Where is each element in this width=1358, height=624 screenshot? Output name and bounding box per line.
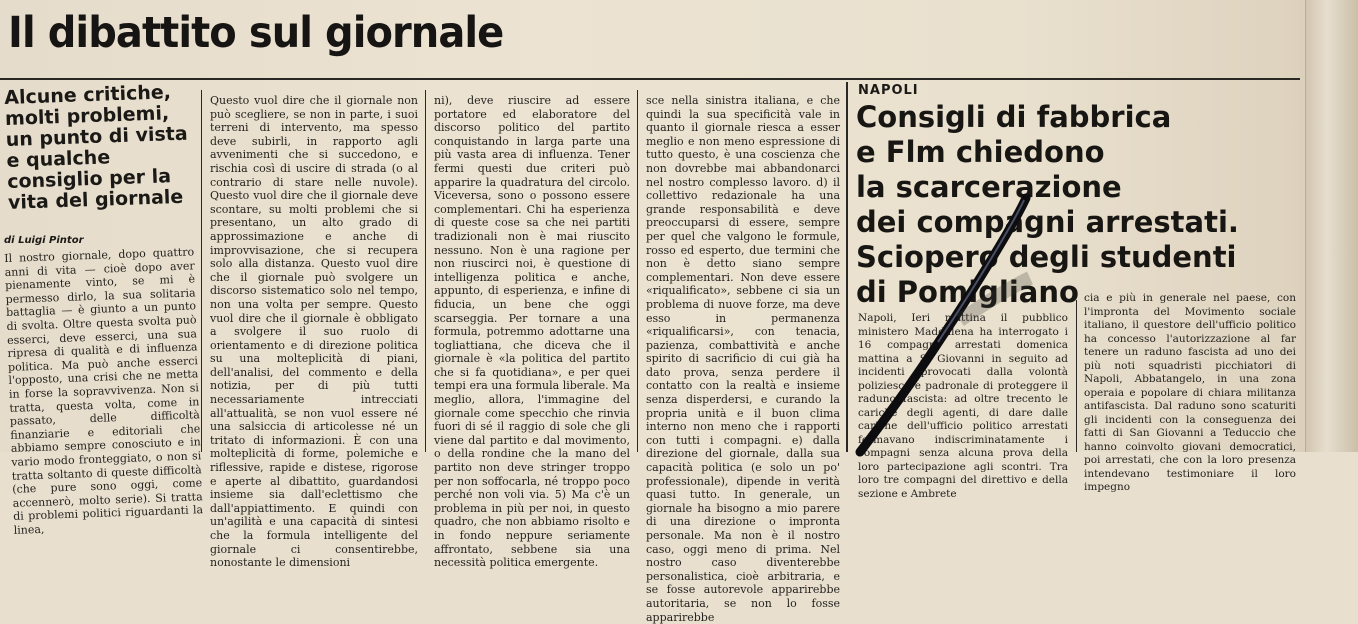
dateline-kicker: NAPOLI bbox=[858, 83, 919, 98]
main-headline: Il dibattito sul giornale bbox=[8, 8, 504, 58]
subhead-line: vita del giornale bbox=[7, 185, 184, 214]
next-page-edge bbox=[1305, 0, 1358, 452]
headline-rule bbox=[0, 78, 1300, 80]
eyeglasses-arm-icon bbox=[840, 190, 1060, 452]
byline: di Luigi Pintor bbox=[4, 235, 84, 246]
column-rule bbox=[201, 90, 202, 452]
headline-line: la scarcerazione bbox=[856, 170, 1122, 204]
headline-line: Consigli di fabbrica bbox=[856, 100, 1172, 134]
headline-line: di Pomigliano bbox=[856, 275, 1079, 309]
headline-line: e Flm chiedono bbox=[856, 135, 1105, 169]
article-paragraph: ni), deve riuscire ad essere portatore ed elaboratore del discorso politico del partito conquistando in larga parte una più vasta area di influenza. Tener fermi questi due criteri può apparire la quadratura del circolo. Viceversa, sono o possono essere complementari. Chi ha esperienza di queste cose sa che nei partiti tradizionali non è mai riuscito nessuno. Non è una ragione per non riuscirci noi, è questione di intelligenza politica e anche, appunto, di esperienza, e infine di fiducia, un bene che oggi scarseggia. Per tornare a una formula, potremmo adottarne una togliattiana, che diceva che il giornale è «la politica del partito che si fa quotidiana», e per quei tempi era una formula liberale. Ma meglio, allora, l'immagine del giornale come specchio che rinvia fuori di sé il raggio di sole che gli viene dal partito e dal movimento, o della rondine che la mano del partito non deve stringer troppo per non soffocarla, né troppo poco perché non voli via. 5) Ma c'è un problema in più per noi, in questo quadro, che non abbiamo risolto e in fondo neppure seriamente affrontato, sebbene sia una necessità politica emergente. bbox=[434, 94, 630, 570]
article-body-column bbox=[210, 94, 418, 570]
headline-line: dei compagni arrestati. bbox=[856, 205, 1239, 239]
article-body-column bbox=[1084, 292, 1296, 493]
article-body-column bbox=[646, 94, 840, 624]
subhead-line: consiglio per la bbox=[6, 165, 172, 193]
column-rule bbox=[425, 90, 426, 452]
headline-line: Sciopero degli studenti bbox=[856, 240, 1237, 274]
article-paragraph: Questo vuol dire che il giornale non può scegliere, se non in parte, i suoi terreni di intervento, ma spesso deve subirli, in rapporto agli avvenimenti che si succedono, e rischia così di uscire di strada (o al contrario di stare nelle nuvole). Questo vuol dire che il giornale deve scontare, su molti problemi che si presentano, un alto grado di approssimazione e anche di improvvisazione, che si recupera solo alla distanza. Questo vuol dire che il giornale può svolgere un discorso sistematico solo nel tempo, non una volta per sempre. Questo vuol dire che il giornale è obbligato a svolgere il suo ruolo di orientamento e di direzione politica su una molteplicità di piani, dell'analisi, del commento e della notizia, per di più tutti necessariamente intrecciati all'attualità, se non vuol essere né una salsiccia di articolesse né un tritato di informazioni. È con una molteplicità di forme, polemiche e riflessive, rapide e distese, rigorose e aperte al dibattito, guardandosi insieme sia dall'eclettismo che dall'appiattimento. E quindi con un'agilità e una capacità di sintesi che la formula intelligente del giornale ci consentirebbe, nonostante le dimensioni bbox=[210, 94, 418, 570]
subhead-line: molti problemi, bbox=[4, 102, 170, 130]
subhead-line: un punto di vista bbox=[5, 122, 189, 151]
article-paragraph: Il nostro giornale, dopo quattro anni di vita — cioè dopo aver pienamente vinto, se mi è permesso dirlo, la sua solitaria battaglia — è giunto a un punto di svolta. Oltre questa svolta può esserci, deve esserci, una sua ripresa di qualità e di influenza politica. Ma può anche esserci l'opposto, una crisi che ne metta in forse la sopravvivenza. Non si tratta, questa volta, come in passato, delle difficoltà finanziarie e editoriali che abbiamo sempre conosciuto e in vario modo fronteggiato, o non si tratta soltanto di queste difficoltà (che pure sono oggi, come accennerò, molto serie). Si tratta di problemi politici riguardanti la linea, bbox=[4, 245, 204, 537]
subhead-line: Alcune critiche, bbox=[3, 81, 172, 109]
article-paragraph: Napoli, Ieri mattina il pubblico ministero Maddalena ha interrogato i 16 compagni arrestati domenica mattina a S. Giovanni in seguito ad incidenti provocati dalla volontà poliziesca e padronale di proteggere il raduno fascista: ad oltre trecento le cariche degli agenti, di dare dalle cariche dell'ufficio politico arrestati fermavano indiscriminatamente i compagni senza alcuna prova della loro partecipazione agli scontri. Tra loro tre compagni del direttivo e della sezione e Ambrete bbox=[858, 312, 1068, 500]
article-paragraph: sce nella sinistra italiana, e che quindi la sua specificità vale in quanto il giornale riesca a esser meglio e non meno espressione di tutto questo, è una coscienza che non dovrebbe mai abbandonarci nel nostro complesso lavoro. d) il collettivo redazionale ha una grande responsabilità e deve preoccuparsi di essere, sempre per quel che valgono le formule, rosso ed esperto, due termini che non è detto siano sempre complementari. Non deve essere «riqualificato», sebbene ci sia un problema di nuove forze, ma deve esso in permanenza «riqualificarsi», con tenacia, pazienza, combattività e anche spirito di sacrificio di cui già ha dato prova, senza perdere il contatto con la realtà e insieme senza disperdersi, e curando la propria unità e il buon clima interno non meno che i rapporti con tutti i compagni. e) dalla direzione del giornale, dalla sua capacità politica (e solo un po' professionale), dipende in verità quasi tutto. In generale, un giornale ha bisogno a mio parere di una direzione o impronta personale. Ma non è il nostro caso, oggi meno di prima. Nel nostro caso diventerebbe personalistica, cioè arbitraria, e se fosse autorevole apparirebbe autoritaria, se non lo fosse apparirebbe bbox=[646, 94, 840, 624]
column-rule bbox=[1076, 300, 1077, 452]
subhead-line: e qualche bbox=[6, 146, 111, 172]
article-body-column bbox=[434, 94, 630, 570]
column-rule bbox=[637, 90, 638, 452]
article-body-column bbox=[4, 245, 204, 537]
article-paragraph: cia e più in generale nel paese, con l'impronta del Movimento sociale italiano, il questore dell'ufficio politico ha concesso l'autorizzazione al far tenere un raduno fascista ad uno dei più noti squadristi picchiatori di Napoli, Abbatangelo, in una zona operaia e popolare di chiara militanza antifascista. Dal raduno sono scaturiti gli incidenti con la conseguenza dei fatti di San Giovanni a Teduccio che hanno coinvolto giovani democratici, poi arrestati, che con la loro presenza intendevano testimoniare il loro impegno bbox=[1084, 292, 1296, 493]
article-subheadline bbox=[4, 81, 196, 213]
